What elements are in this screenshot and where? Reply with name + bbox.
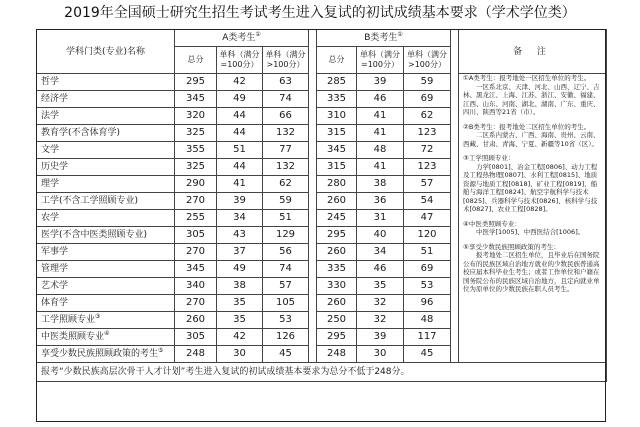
b-score-cell: 31: [357, 210, 404, 227]
b-score-cell: 285: [317, 74, 357, 91]
subject-name-text: 法学: [41, 111, 60, 121]
subject-name-text: 艺术学: [41, 281, 69, 291]
b-score-cell: 315: [317, 125, 357, 142]
a-score-cell: 129: [263, 227, 309, 244]
b-score-cell: 48: [404, 312, 451, 329]
notes-header: 备 注: [459, 30, 607, 74]
b-score-cell: 120: [404, 227, 451, 244]
b-score-cell: 38: [357, 176, 404, 193]
a-score-cell: 44: [217, 159, 263, 176]
subject-name-text: 工学照顾专业: [41, 315, 96, 325]
b-score-cell: 46: [357, 91, 404, 108]
a-score-cell: 42: [217, 329, 263, 346]
a-score-cell: 355: [175, 142, 217, 159]
a-score-cell: 74: [263, 91, 309, 108]
b-score-cell: 123: [404, 159, 451, 176]
a-score-cell: 270: [175, 244, 217, 261]
subject-name-text: 享受少数民族照顾政策的考生: [41, 349, 159, 359]
b-score-cell: 250: [317, 312, 357, 329]
note-3: ③工学照顾专业： 力学[0801]、冶金工程[0806]、动力工程及工程热物理[0807]、水利工程[0815]、地质资源与地质工程[0818]、矿业工程[0819]、船舶与海洋工程[0824]、航空宇航科学与技术[0825]、兵器科学与技术[0826]、核科学与技术[0827]、农业工程[0828]。: [463, 154, 598, 213]
b-score-cell: 45: [404, 346, 451, 363]
b-score-cell: 310: [317, 108, 357, 125]
note-5: ⑤享受少数民族照顾政策的考生： 报考地处二区招生单位，且毕业后在国务院公布的民族区域自治地方就业的少数民族普通高校应届本科毕业生考生；或者工作单位和户籍在国务院公布的民族区域自治地方，且定向就业单位为原单位的少数民族在职人员考生。: [463, 242, 600, 293]
footnote-mark: ③: [95, 313, 101, 320]
subject-name-text: 哲学: [41, 77, 60, 87]
a-score-cell: 345: [175, 91, 217, 108]
a-score-cell: 37: [217, 244, 263, 261]
a-score-cell: 74: [263, 261, 309, 278]
a-score-cell: 49: [217, 91, 263, 108]
b-score-cell: 32: [357, 295, 404, 312]
a-score-cell: 34: [217, 210, 263, 227]
a-score-cell: 325: [175, 125, 217, 142]
a-score-cell: 305: [175, 227, 217, 244]
a-score-cell: 38: [217, 278, 263, 295]
b-score-cell: 46: [357, 261, 404, 278]
a-score-cell: 270: [175, 193, 217, 210]
a-score-cell: 44: [217, 108, 263, 125]
b-score-cell: 32: [357, 312, 404, 329]
b-score-cell: 34: [357, 244, 404, 261]
b-score-cell: 36: [357, 193, 404, 210]
a-score-cell: 59: [263, 193, 309, 210]
a-score-cell: 305: [175, 329, 217, 346]
a-score-cell: 260: [175, 312, 217, 329]
group-a-header: A类考生①: [175, 30, 309, 47]
a-score-cell: 105: [263, 295, 309, 312]
b-score-cell: 96: [404, 295, 451, 312]
a-score-cell: 44: [217, 125, 263, 142]
subject-name-text: 历史学: [41, 162, 69, 172]
a-score-cell: 270: [175, 295, 217, 312]
table-frame: [36, 29, 606, 422]
b-score-cell: 53: [404, 278, 451, 295]
b-score-cell: 260: [317, 193, 357, 210]
b-score-cell: 41: [357, 108, 404, 125]
a-total-header: 总分: [175, 47, 217, 74]
a-score-cell: 132: [263, 159, 309, 176]
a-score-cell: 248: [175, 346, 217, 363]
a-score-cell: 49: [217, 261, 263, 278]
b-single100-header: 单科（满分=100分）: [357, 47, 404, 74]
page-title: 2019年全国硕士研究生招生考试考生进入复试的初试成绩基本要求（学术学位类）: [64, 5, 576, 21]
b-score-cell: 30: [357, 346, 404, 363]
a-score-cell: 51: [217, 142, 263, 159]
b-score-cell: 345: [317, 142, 357, 159]
subject-name-text: 经济学: [41, 94, 69, 104]
a-score-cell: 290: [175, 176, 217, 193]
a-score-cell: 57: [263, 278, 309, 295]
b-score-cell: 39: [357, 74, 404, 91]
b-score-cell: 335: [317, 91, 357, 108]
b-score-cell: 59: [404, 74, 451, 91]
subject-name-text: 医学(不含中医类照顾专业): [41, 230, 148, 240]
b-score-cell: 335: [317, 261, 357, 278]
b-score-cell: 69: [404, 261, 451, 278]
b-score-cell: 295: [317, 329, 357, 346]
a-score-cell: 126: [263, 329, 309, 346]
a-score-cell: 53: [263, 312, 309, 329]
a-score-cell: 255: [175, 210, 217, 227]
b-score-cell: 117: [404, 329, 451, 346]
a-score-cell: 35: [217, 312, 263, 329]
a-score-cell: 42: [217, 74, 263, 91]
subject-name-text: 农学: [41, 213, 60, 223]
b-total-header: 总分: [317, 47, 357, 74]
b-score-cell: 41: [357, 159, 404, 176]
a-score-cell: 345: [175, 261, 217, 278]
b-single-gt100-header: 单科（满分>100分）: [404, 47, 451, 74]
b-score-cell: 57: [404, 176, 451, 193]
a-score-cell: 320: [175, 108, 217, 125]
a-score-cell: 66: [263, 108, 309, 125]
subject-name-text: 工学(不含工学照顾专业): [41, 196, 139, 206]
b-score-cell: 123: [404, 125, 451, 142]
b-score-cell: 39: [357, 329, 404, 346]
note-1: ①A类考生：报考地处一区招生单位的考生。 一区系北京、天津、河北、山西、辽宁、吉林、黑龙江、上海、江苏、浙江、安徽、福建、江西、山东、河南、湖北、湖南、广东、重庆、四川、陕西等21省（市）。: [463, 74, 600, 116]
b-score-cell: 260: [317, 244, 357, 261]
b-score-cell: 47: [404, 210, 451, 227]
subject-name-text: 理学: [41, 179, 60, 189]
subject-name-text: 教育学(不含体育学): [41, 128, 121, 138]
b-score-cell: 41: [357, 125, 404, 142]
group-b-header: B类考生①: [317, 30, 451, 47]
b-score-cell: 51: [404, 244, 451, 261]
a-single-gt100-header: 单科（满分>100分）: [263, 47, 309, 74]
footnote-mark: ④: [104, 330, 110, 337]
b-score-cell: 248: [317, 346, 357, 363]
a-score-cell: 39: [217, 193, 263, 210]
b-score-cell: 54: [404, 193, 451, 210]
b-score-cell: 40: [357, 227, 404, 244]
b-score-cell: 62: [404, 108, 451, 125]
a-score-cell: 35: [217, 295, 263, 312]
a-score-cell: 45: [263, 346, 309, 363]
note-2: ②B类考生：报考地处二区招生单位的考生。 二区系内蒙古、广西、海南、贵州、云南、西藏、甘肃、青海、宁夏、新疆等10省（区）。: [463, 122, 600, 148]
a-score-cell: 62: [263, 176, 309, 193]
b-score-cell: 35: [357, 278, 404, 295]
a-score-cell: 56: [263, 244, 309, 261]
a-score-cell: 41: [217, 176, 263, 193]
b-score-cell: 245: [317, 210, 357, 227]
subject-name-text: 体育学: [41, 298, 69, 308]
a-score-cell: 51: [263, 210, 309, 227]
subject-name-text: 中医类照顾专业: [41, 332, 105, 342]
footer-note: 报考“少数民族高层次骨干人才计划”考生进入复试的初试成绩基本要求为总分不低于248分。: [37, 363, 607, 382]
a-score-cell: 43: [217, 227, 263, 244]
b-score-cell: 315: [317, 159, 357, 176]
subject-name-text: 管理学: [41, 264, 69, 274]
a-score-cell: 295: [175, 74, 217, 91]
b-score-cell: 48: [357, 142, 404, 159]
b-score-cell: 260: [317, 295, 357, 312]
a-single100-header: 单科（满分=100分）: [217, 47, 263, 74]
footnote-mark: ⑤: [158, 347, 164, 354]
a-score-cell: 340: [175, 278, 217, 295]
subject-header: 学科门类(专业)名称: [37, 30, 175, 74]
a-score-cell: 77: [263, 142, 309, 159]
b-score-cell: 295: [317, 227, 357, 244]
a-score-cell: 63: [263, 74, 309, 91]
a-score-cell: 325: [175, 159, 217, 176]
note-4: ④中医类照顾专业： 中医学[1005]、中西医结合[1006]。: [463, 219, 585, 236]
b-score-cell: 330: [317, 278, 357, 295]
subject-name-text: 军事学: [41, 247, 69, 257]
subject-name-text: 文学: [41, 145, 60, 155]
a-score-cell: 132: [263, 125, 309, 142]
b-score-cell: 69: [404, 91, 451, 108]
a-score-cell: 30: [217, 346, 263, 363]
b-score-cell: 72: [404, 142, 451, 159]
b-score-cell: 280: [317, 176, 357, 193]
